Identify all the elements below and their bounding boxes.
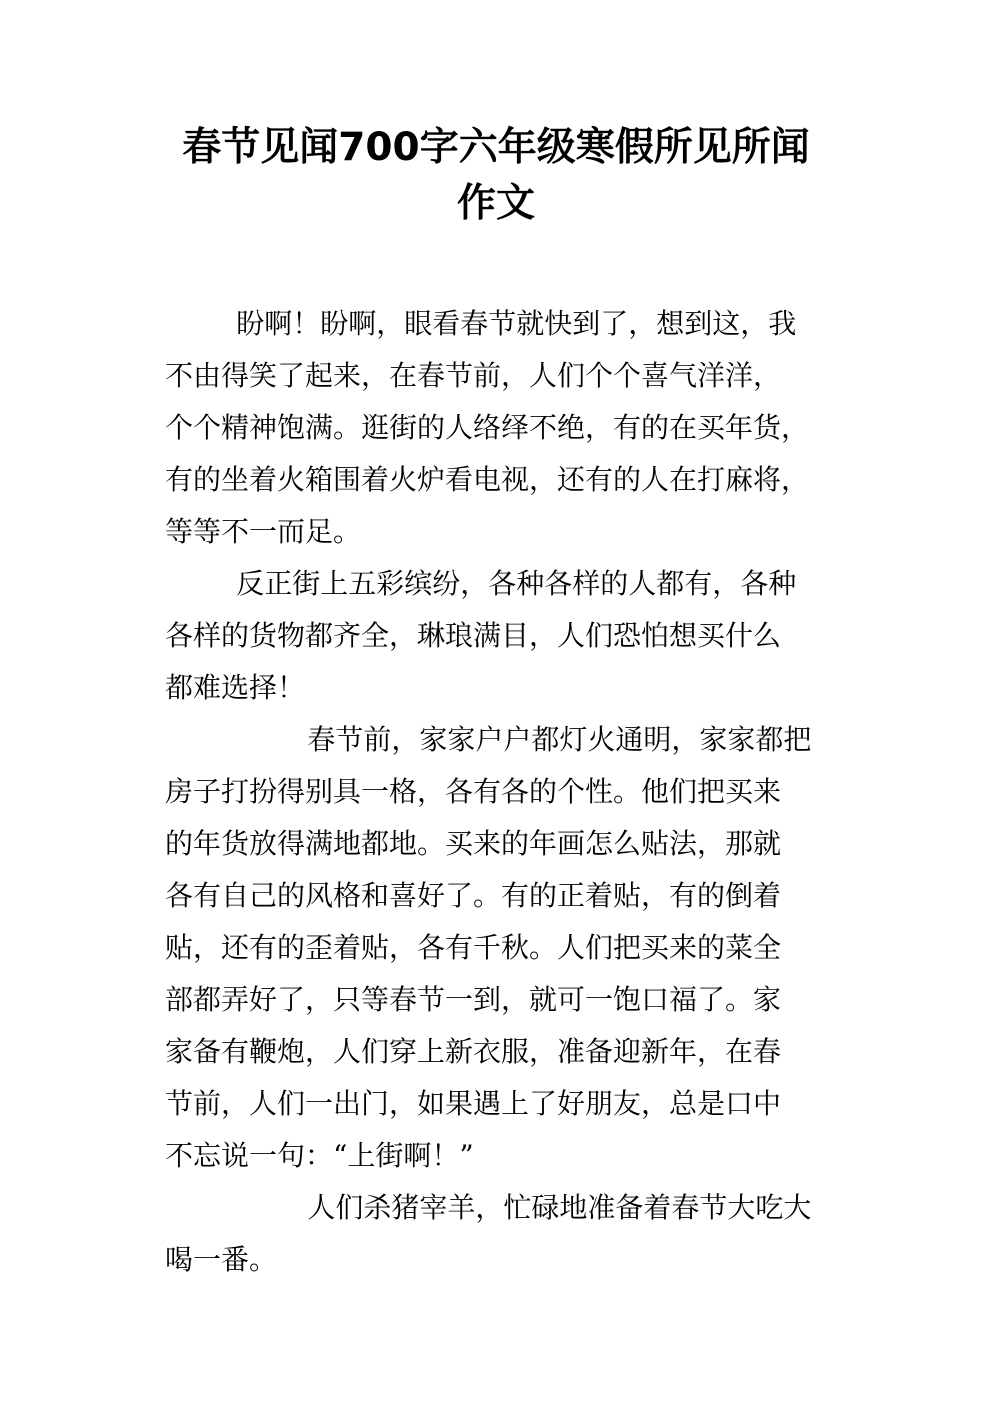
body-line: 各样的货物都齐全，琳琅满目，人们恐怕想买什么: [165, 619, 782, 652]
body-line: 都难选择！: [165, 671, 306, 704]
body-line: 春节前，家家户户都灯火通明，家家都把: [165, 723, 812, 756]
body-line: 盼啊！盼啊，眼看春节就快到了，想到这，我: [165, 307, 797, 340]
body-line: 喝一番。: [165, 1243, 278, 1276]
body-line: 各有自己的风格和喜好了。有的正着贴，有的倒着: [165, 879, 782, 912]
body-line: 家备有鞭炮，人们穿上新衣服，准备迎新年，在春: [165, 1035, 782, 1068]
body-line: 人们杀猪宰羊，忙碌地准备着春节大吃大: [165, 1191, 812, 1224]
body-line: 个个精神饱满。逛街的人络绎不绝，有的在买年货，: [165, 411, 810, 444]
body-line: 房子打扮得别具一格，各有各的个性。他们把买来: [165, 775, 782, 808]
body-line: 等等不一而足。: [165, 515, 362, 548]
body-line: 节前，人们一出门，如果遇上了好朋友，总是口中: [165, 1087, 782, 1120]
body-line: 部都弄好了，只等春节一到，就可一饱口福了。家: [165, 983, 782, 1016]
title-line-1: 春节见闻700字六年级寒假所见所闻: [182, 125, 810, 170]
document-body: [165, 298, 855, 1286]
document-title: [96, 120, 896, 232]
body-line: 不忘说一句：“上街啊！”: [165, 1139, 474, 1172]
body-line: 不由得笑了起来，在春节前，人们个个喜气洋洋，: [165, 359, 782, 392]
title-line-2: 作文: [456, 181, 535, 226]
body-line: 贴，还有的歪着贴，各有千秋。人们把买来的菜全: [165, 931, 782, 964]
body-line: 有的坐着火箱围着火炉看电视，还有的人在打麻将，: [165, 463, 810, 496]
body-line: 的年货放得满地都地。买来的年画怎么贴法，那就: [165, 827, 782, 860]
body-line: 反正街上五彩缤纷，各种各样的人都有，各种: [165, 567, 797, 600]
